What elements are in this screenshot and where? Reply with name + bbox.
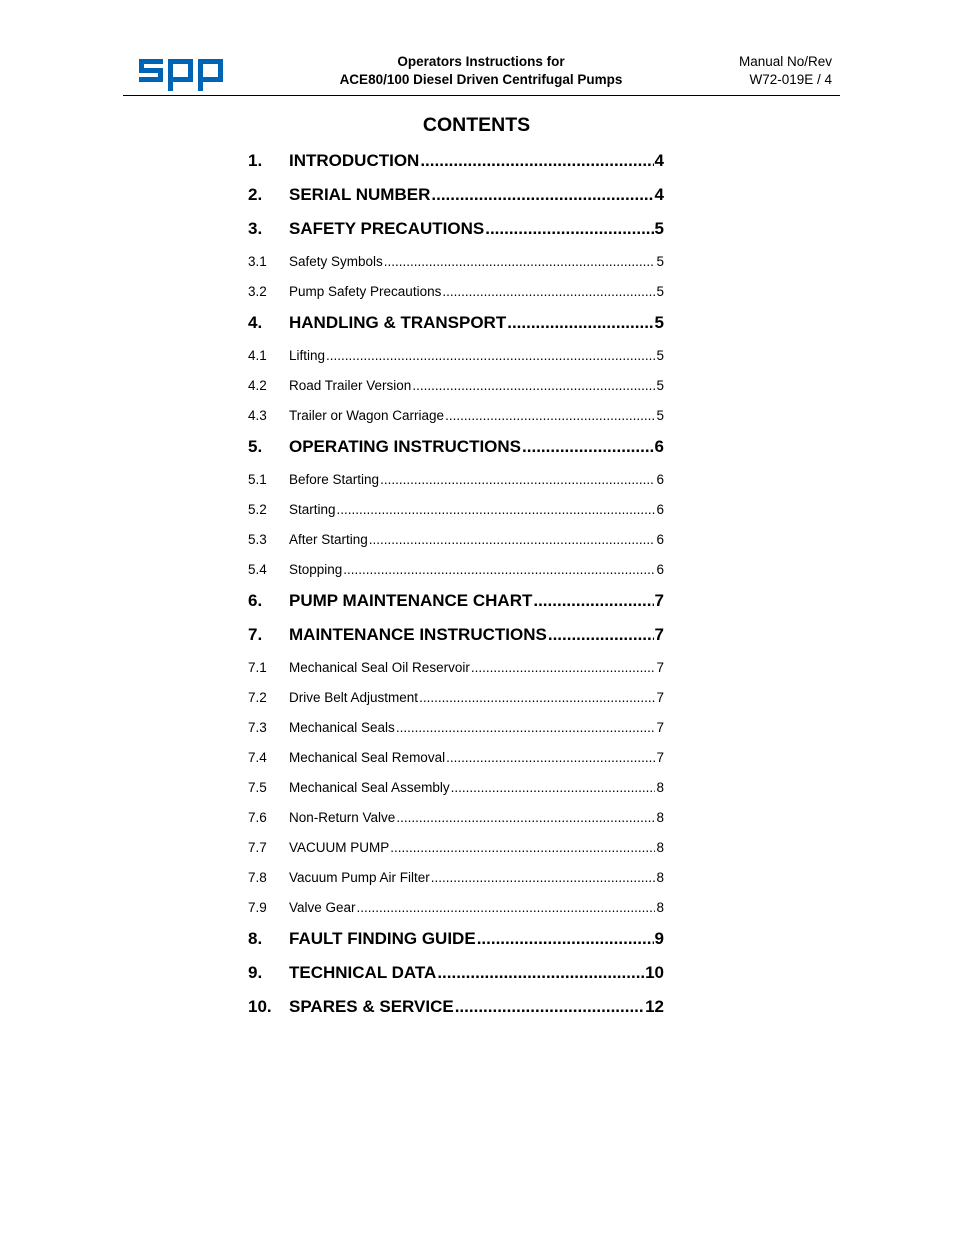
toc-dot-leader [337, 498, 656, 522]
toc-subsection-entry[interactable] [248, 716, 664, 746]
toc-entry-title: PUMP MAINTENANCE CHART [289, 591, 533, 610]
toc-entry-number: 5.4 [248, 562, 267, 577]
toc-entry-title: Stopping [289, 562, 343, 577]
toc-dot-leader [431, 866, 656, 890]
toc-entry-number: 8. [248, 929, 263, 948]
toc-entry-number: 4. [248, 313, 263, 332]
toc-subsection-entry[interactable] [248, 404, 664, 434]
toc-entry-title: Non-Return Valve [289, 810, 396, 825]
toc-entry-number: 7.7 [248, 840, 267, 855]
toc-entry-number: 2. [248, 185, 263, 204]
toc-entry-title: FAULT FINDING GUIDE [289, 929, 476, 948]
toc-dot-leader [507, 310, 653, 336]
toc-entry-title: Drive Belt Adjustment [289, 690, 419, 705]
toc-entry-title: SPARES & SERVICE [289, 997, 454, 1016]
contents-heading: CONTENTS [422, 114, 531, 136]
toc-entry-title: VACUUM PUMP [289, 840, 390, 855]
toc-dot-leader [485, 216, 653, 242]
toc-subsection-entry[interactable] [248, 686, 664, 716]
toc-dot-leader [445, 404, 655, 428]
toc-entry-page-number: 6 [656, 532, 664, 547]
toc-dot-leader [384, 250, 656, 274]
toc-entry-page-number: 5 [656, 348, 664, 363]
toc-entry-page-number: 7 [654, 591, 664, 610]
toc-entry-page-number: 4 [654, 185, 664, 204]
toc-entry-page-number: 5 [656, 254, 664, 269]
toc-entry-page-number: 5 [656, 284, 664, 299]
toc-entry-number: 4.2 [248, 378, 267, 393]
toc-subsection-entry[interactable] [248, 528, 664, 558]
toc-entry-page-number: 7 [656, 690, 664, 705]
toc-dot-leader [431, 182, 653, 208]
toc-section-entry[interactable] [248, 960, 664, 994]
toc-dot-leader [396, 806, 655, 830]
toc-entry-page-number: 6 [656, 562, 664, 577]
toc-entry-number: 4.3 [248, 408, 267, 423]
toc-dot-leader [533, 588, 653, 614]
toc-subsection-entry[interactable] [248, 250, 664, 280]
toc-entry-number: 7.6 [248, 810, 267, 825]
toc-entry-page-number: 8 [656, 870, 664, 885]
toc-section-entry[interactable] [248, 148, 664, 182]
toc-entry-page-number: 9 [654, 929, 664, 948]
toc-entry-page-number: 5 [654, 313, 664, 332]
toc-entry-page-number: 8 [656, 840, 664, 855]
table-of-contents [248, 148, 664, 1028]
manual-info [672, 53, 832, 89]
toc-entry-page-number: 12 [645, 997, 664, 1016]
toc-subsection-entry[interactable] [248, 344, 664, 374]
toc-entry-number: 5.2 [248, 502, 267, 517]
toc-entry-page-number: 5 [656, 378, 664, 393]
toc-dot-leader [455, 994, 644, 1020]
toc-dot-leader [451, 776, 656, 800]
toc-dot-leader [420, 148, 653, 174]
manual-label: Manual No/Rev [738, 54, 832, 69]
toc-entry-number: 5.1 [248, 472, 267, 487]
toc-subsection-entry[interactable] [248, 866, 664, 896]
toc-entry-page-number: 4 [654, 151, 664, 170]
toc-entry-number: 7.5 [248, 780, 267, 795]
toc-entry-title: TECHNICAL DATA [289, 963, 437, 982]
toc-section-entry[interactable] [248, 926, 664, 960]
document-title-line1: Operators Instructions for [397, 54, 565, 69]
toc-entry-number: 3. [248, 219, 263, 238]
toc-section-entry[interactable] [248, 622, 664, 656]
toc-dot-leader [437, 960, 644, 986]
toc-subsection-entry[interactable] [248, 836, 664, 866]
toc-entry-page-number: 7 [654, 625, 664, 644]
toc-entry-page-number: 7 [656, 750, 664, 765]
document-title-line2: ACE80/100 Diesel Driven Centrifugal Pumps [339, 72, 623, 87]
toc-dot-leader [522, 434, 654, 460]
toc-dot-leader [369, 528, 656, 552]
toc-subsection-entry[interactable] [248, 896, 664, 926]
toc-entry-number: 9. [248, 963, 263, 982]
toc-entry-page-number: 8 [656, 810, 664, 825]
toc-section-entry[interactable] [248, 588, 664, 622]
toc-dot-leader [548, 622, 654, 648]
toc-dot-leader [357, 896, 656, 920]
toc-dot-leader [477, 926, 654, 952]
toc-dot-leader [419, 686, 655, 710]
toc-entry-title: Lifting [289, 348, 326, 363]
toc-entry-title: INTRODUCTION [289, 151, 420, 170]
toc-entry-number: 7.3 [248, 720, 267, 735]
toc-entry-page-number: 7 [656, 660, 664, 675]
toc-entry-title: After Starting [289, 532, 368, 547]
toc-entry-title: Safety Symbols [289, 254, 383, 269]
toc-entry-page-number: 8 [656, 780, 664, 795]
toc-entry-page-number: 7 [656, 720, 664, 735]
toc-entry-page-number: 6 [656, 472, 664, 487]
toc-entry-title: Mechanical Seal Oil Reservoir [289, 660, 470, 675]
toc-entry-number: 3.2 [248, 284, 267, 299]
toc-subsection-entry[interactable] [248, 656, 664, 686]
manual-number: W72-019E / 4 [749, 72, 832, 87]
toc-section-entry[interactable] [248, 994, 664, 1028]
toc-entry-title: Starting [289, 502, 336, 517]
toc-subsection-entry[interactable] [248, 746, 664, 776]
toc-entry-number: 7.1 [248, 660, 267, 675]
toc-dot-leader [326, 344, 655, 368]
toc-dot-leader [343, 558, 655, 582]
toc-entry-number: 7.2 [248, 690, 267, 705]
toc-entry-page-number: 5 [656, 408, 664, 423]
toc-subsection-entry[interactable] [248, 776, 664, 806]
toc-entry-page-number: 6 [656, 502, 664, 517]
header-divider [123, 95, 840, 96]
toc-entry-title: Mechanical Seal Removal [289, 750, 446, 765]
toc-dot-leader [442, 280, 655, 304]
toc-entry-title: Mechanical Seals [289, 720, 395, 735]
toc-entry-number: 6. [248, 591, 263, 610]
toc-entry-number: 7.9 [248, 900, 267, 915]
toc-entry-number: 10. [248, 997, 272, 1016]
toc-entry-title: Vacuum Pump Air Filter [289, 870, 430, 885]
toc-dot-leader [396, 716, 656, 740]
toc-section-entry[interactable] [248, 216, 664, 250]
toc-entry-number: 7.4 [248, 750, 267, 765]
toc-entry-title: Road Trailer Version [289, 378, 412, 393]
toc-entry-title: Trailer or Wagon Carriage [289, 408, 445, 423]
toc-entry-number: 5.3 [248, 532, 267, 547]
toc-entry-number: 7.8 [248, 870, 267, 885]
toc-entry-page-number: 6 [654, 437, 664, 456]
toc-entry-title: SAFETY PRECAUTIONS [289, 219, 485, 238]
toc-entry-number: 1. [248, 151, 263, 170]
toc-entry-number: 4.1 [248, 348, 267, 363]
toc-entry-number: 7. [248, 625, 263, 644]
document-title [300, 53, 662, 89]
toc-entry-title: Before Starting [289, 472, 380, 487]
spp-logo [139, 59, 223, 91]
toc-subsection-entry[interactable] [248, 498, 664, 528]
toc-subsection-entry[interactable] [248, 806, 664, 836]
toc-entry-title: Pump Safety Precautions [289, 284, 442, 299]
toc-section-entry[interactable] [248, 434, 664, 468]
toc-entry-number: 5. [248, 437, 263, 456]
toc-subsection-entry[interactable] [248, 468, 664, 498]
toc-subsection-entry[interactable] [248, 280, 664, 310]
toc-entry-title: Valve Gear [289, 900, 356, 915]
toc-section-entry[interactable] [248, 182, 664, 216]
toc-subsection-entry[interactable] [248, 374, 664, 404]
toc-entry-title: Mechanical Seal Assembly [289, 780, 450, 795]
toc-dot-leader [380, 468, 655, 492]
toc-subsection-entry[interactable] [248, 558, 664, 588]
toc-entry-page-number: 8 [656, 900, 664, 915]
toc-entry-title: OPERATING INSTRUCTIONS [289, 437, 522, 456]
toc-dot-leader [471, 656, 656, 680]
toc-entry-title: MAINTENANCE INSTRUCTIONS [289, 625, 547, 644]
toc-entry-page-number: 10 [645, 963, 664, 982]
toc-entry-title: HANDLING & TRANSPORT [289, 313, 507, 332]
toc-section-entry[interactable] [248, 310, 664, 344]
toc-entry-title: SERIAL NUMBER [289, 185, 431, 204]
toc-dot-leader [412, 374, 655, 398]
toc-dot-leader [446, 746, 655, 770]
toc-dot-leader [390, 836, 655, 860]
toc-entry-page-number: 5 [654, 219, 664, 238]
toc-entry-number: 3.1 [248, 254, 267, 269]
